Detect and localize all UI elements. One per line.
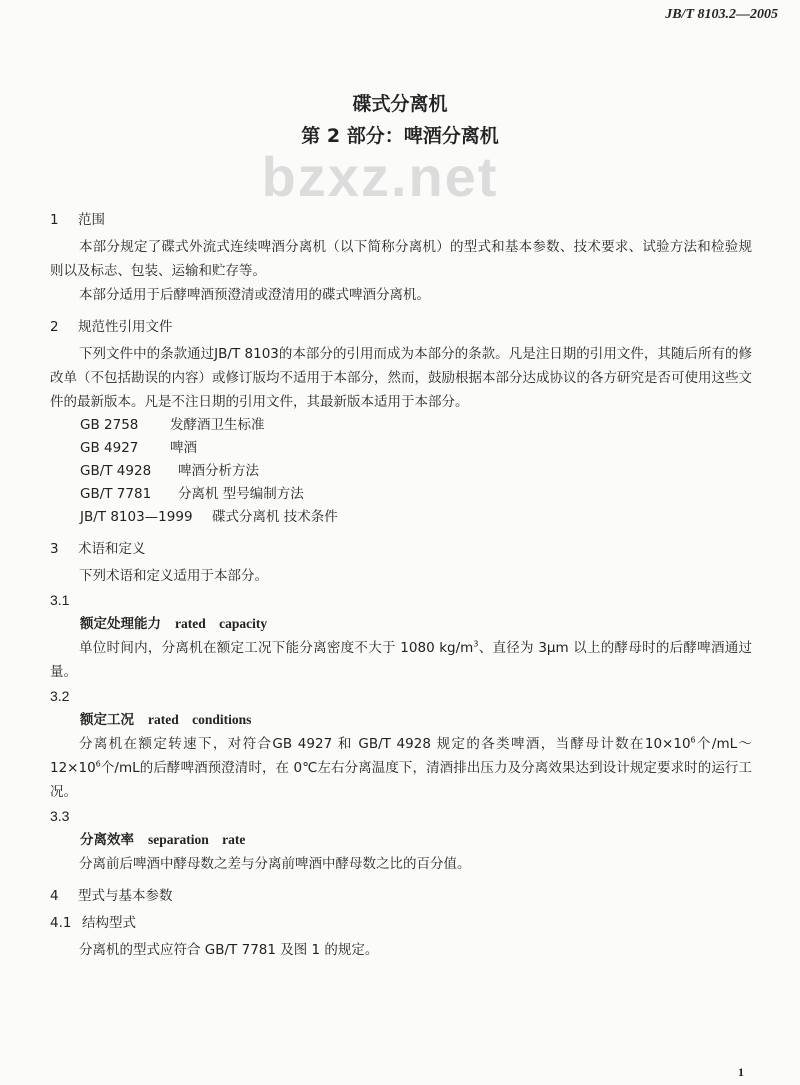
reference-name: 碟式分离机 技术条件 xyxy=(212,509,338,525)
superscript: 6 xyxy=(690,735,696,745)
document-body xyxy=(50,208,752,962)
subsection-4-1-text: 分离机的型式应符合 GB/T 7781 及图 1 的规定。 xyxy=(79,942,379,958)
subsection-4-1-heading xyxy=(50,911,752,935)
section-title: 结构型式 xyxy=(82,915,136,931)
section-4-heading xyxy=(50,884,752,908)
term-en: rated capacity xyxy=(175,616,268,631)
reference-code: GB/T 4928 xyxy=(80,463,152,479)
reference-name: 啤酒分析方法 xyxy=(178,463,259,479)
reference-name: 发酵酒卫生标准 xyxy=(170,417,265,433)
reference-item xyxy=(50,460,752,483)
term-definition xyxy=(50,636,752,684)
section-3-heading xyxy=(50,537,752,561)
term-en: separation rate xyxy=(148,832,246,847)
section-number: 1 xyxy=(50,212,59,228)
term-zh: 额定工况 xyxy=(80,712,134,728)
reference-code: GB 2758 xyxy=(80,417,139,433)
page-number: 1 xyxy=(738,1065,744,1079)
section-number: 2 xyxy=(50,319,59,335)
section-2-heading xyxy=(50,315,752,339)
section-1-paragraph-1: 本部分规定了碟式外流式连续啤酒分离机（以下简称分离机）的型式和基本参数、技术要求、试验方法和检验规则以及标志、包装、运输和贮存等。 xyxy=(50,239,752,279)
term-en: rated conditions xyxy=(148,712,252,727)
reference-item xyxy=(50,483,752,506)
term-definition xyxy=(50,732,752,804)
term-separation-rate xyxy=(50,828,752,852)
reference-item xyxy=(50,437,752,460)
term-zh: 额定处理能力 xyxy=(80,616,161,632)
document-subtitle: 第 2 部分：啤酒分离机 xyxy=(301,125,499,147)
clause-number: 3.2 xyxy=(50,688,70,704)
superscript: 3 xyxy=(473,639,479,649)
reference-code: GB 4927 xyxy=(80,440,139,456)
section-title: 范围 xyxy=(78,212,105,228)
standard-code-header: JB/T 8103.2—2005 xyxy=(665,7,778,22)
definition-text: 、直径为 3μm 以上的酵母时的后酵啤酒通过量。 xyxy=(50,640,752,680)
section-title: 术语和定义 xyxy=(78,541,146,557)
section-1-paragraph-2: 本部分适用于后酵啤酒预澄清或澄清用的碟式啤酒分离机。 xyxy=(79,287,430,303)
reference-code: GB/T 7781 xyxy=(80,486,152,502)
definition-text: 个/mL～12×10 xyxy=(50,736,752,776)
clause-number: 3.1 xyxy=(50,592,70,608)
term-definition: 分离前后啤酒中酵母数之差与分离前啤酒中酵母数之比的百分值。 xyxy=(79,856,471,872)
reference-code: JB/T 8103—1999 xyxy=(80,509,193,525)
superscript: 6 xyxy=(95,759,101,769)
section-title: 规范性引用文件 xyxy=(78,319,173,335)
section-1-heading xyxy=(50,208,752,232)
definition-text: 个/mL的后酵啤酒预澄清时，在 0℃左右分离温度下，清酒排出压力及分离效果达到设计规定要求时的运行工况。 xyxy=(50,760,752,800)
watermark: bzxz.net xyxy=(261,150,499,204)
definition-text: 单位时间内，分离机在额定工况下能分离密度不大于 1080 kg/m xyxy=(79,640,474,656)
reference-item xyxy=(50,414,752,437)
term-rated-capacity xyxy=(50,612,752,636)
term-zh: 分离效率 xyxy=(80,832,134,848)
section-number: 4 xyxy=(50,888,59,904)
reference-name: 分离机 型号编制方法 xyxy=(178,486,304,502)
definition-text: 分离机在额定转速下，对符合GB 4927 和 GB/T 4928 规定的各类啤酒，当酵母计数在10×10 xyxy=(79,736,691,752)
section-3-intro: 下列术语和定义适用于本部分。 xyxy=(79,568,268,584)
term-rated-conditions xyxy=(50,708,752,732)
clause-number: 3.3 xyxy=(50,808,70,824)
section-2-paragraph: 下列文件中的条款通过JB/T 8103的本部分的引用而成为本部分的条款。凡是注日期的引用文件，其随后所有的修改单（不包括勘误的内容）或修订版均不适用于本部分，然而，鼓励根据本部分达成协议的各方研究是否可使用这些文件的最新版本。凡是不注日期的引用文件，其最新版本适用于本部分。 xyxy=(50,346,752,410)
reference-name: 啤酒 xyxy=(170,440,197,456)
section-number: 4.1 xyxy=(50,915,72,931)
section-number: 3 xyxy=(50,541,59,557)
reference-item xyxy=(50,506,752,529)
section-title: 型式与基本参数 xyxy=(78,888,173,904)
document-title: 碟式分离机 xyxy=(352,93,448,115)
